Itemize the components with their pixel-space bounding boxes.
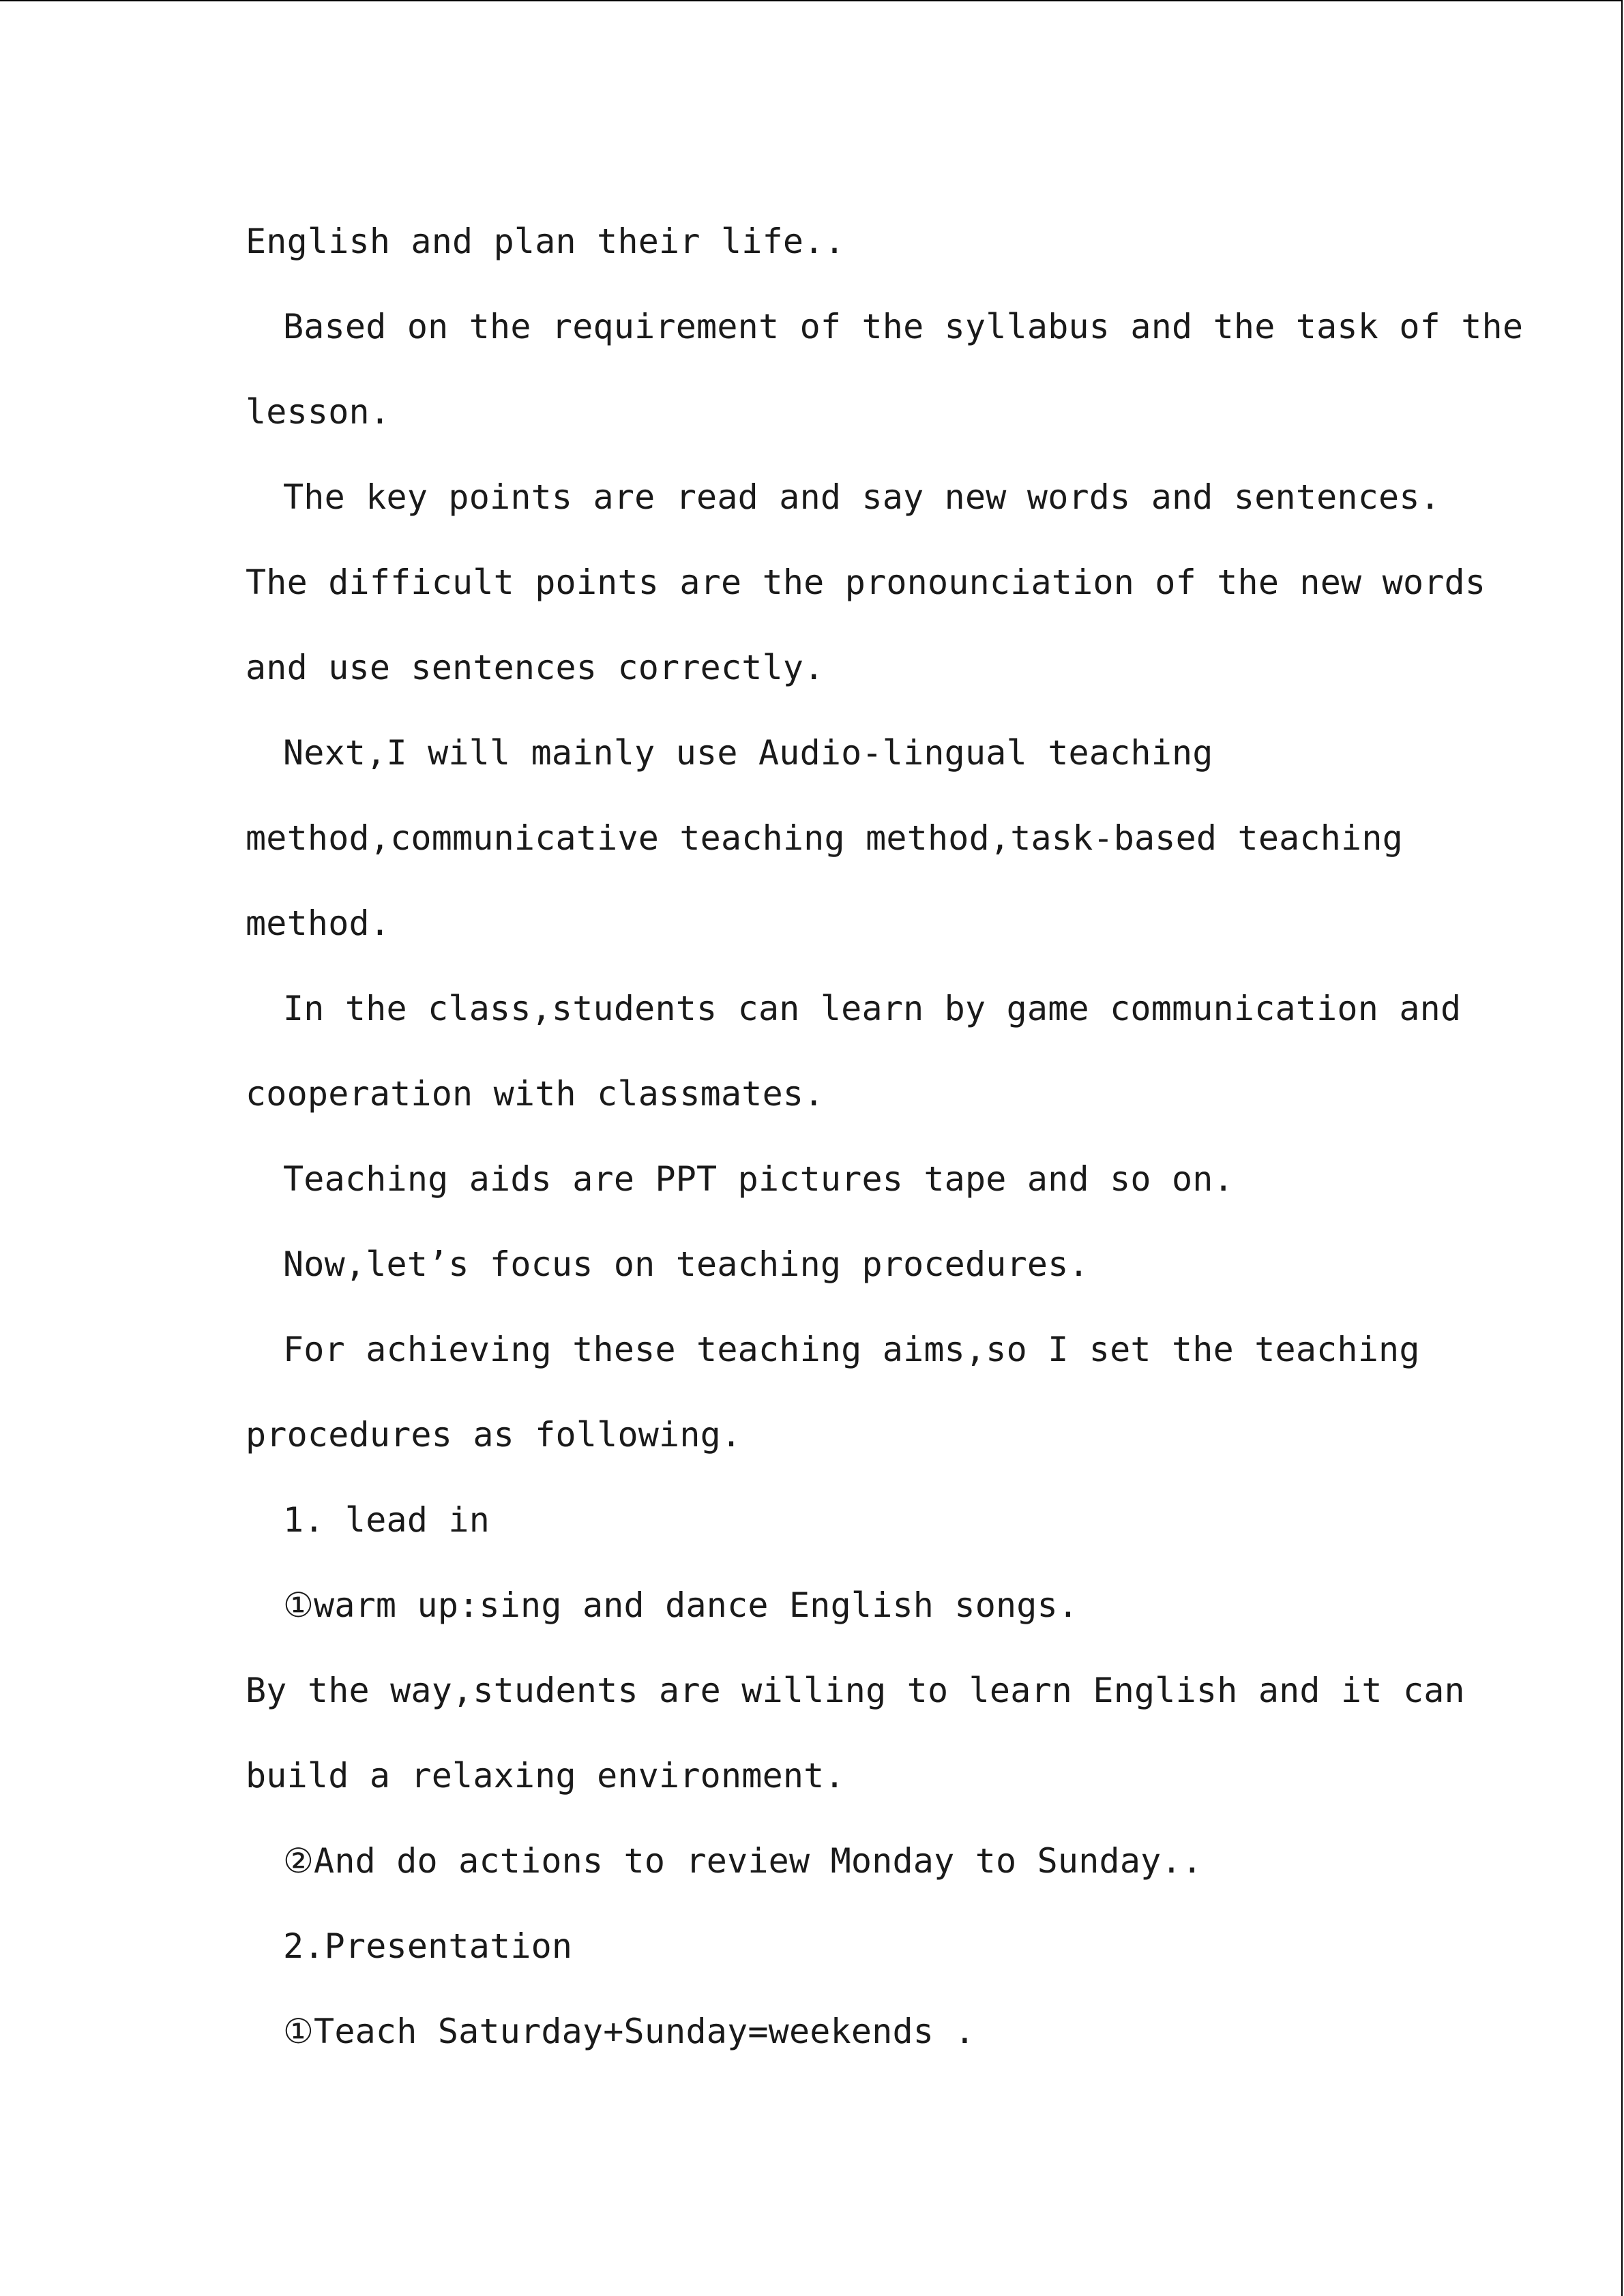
text-line: cooperation with classmates. [246,1074,825,1114]
list-item: ②And do actions to review Monday to Sunday.. [283,1841,1203,1881]
text-line: Based on the requirement of the syllabus and the task of the [283,307,1524,346]
text-line: The key points are read and say new words and sentences. [283,477,1441,517]
text-line: The difficult points are the pronounciation of the new words [246,563,1486,602]
text-line: In the class,students can learn by game communication and [283,989,1462,1028]
list-item: ①Teach Saturday+Sunday=weekends . [283,2012,975,2051]
text-line: method. [246,904,391,943]
document-body [246,199,1524,2074]
list-item: ①warm up:sing and dance English songs. [283,1585,1079,1625]
text-line: method,communicative teaching method,task-based teaching [246,818,1403,858]
text-line: build a relaxing environment. [246,1756,845,1795]
text-line: By the way,students are willing to learn English and it can [246,1671,1465,1710]
text-line: For achieving these teaching aims,so I set the teaching [283,1330,1420,1369]
text-line: Teaching aids are PPT pictures tape and so on. [283,1159,1234,1199]
text-line: English and plan their life.. [246,222,845,261]
text-line: and use sentences correctly. [246,648,825,687]
section-heading-presentation: 2.Presentation [283,1926,573,1966]
text-line: procedures as following. [246,1415,742,1455]
text-line: Now,let’s focus on teaching procedures. [283,1244,1089,1284]
text-line: lesson. [246,392,391,432]
section-heading-lead-in: 1. lead in [283,1500,490,1540]
text-line: Next,I will mainly use Audio-lingual teaching [283,733,1213,773]
